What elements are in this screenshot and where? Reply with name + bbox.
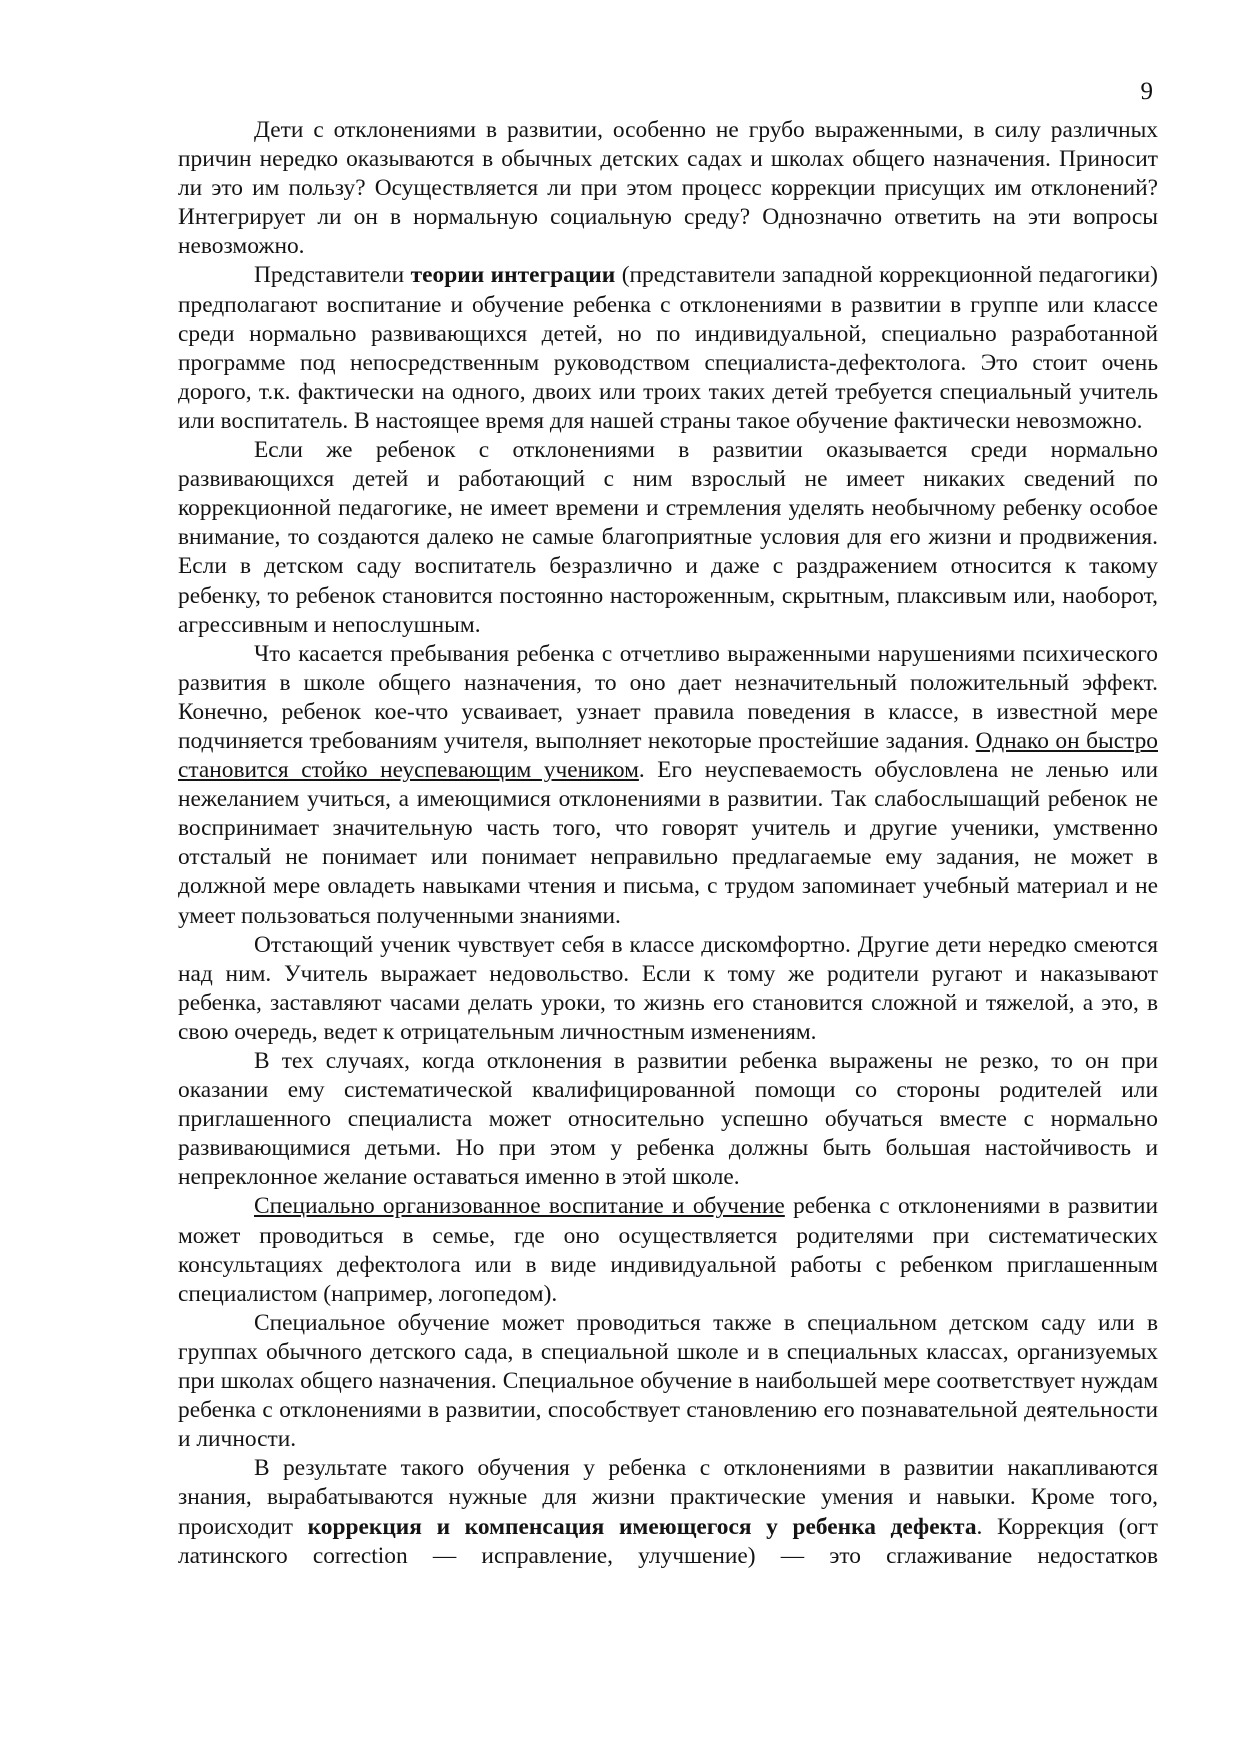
- paragraph-7-text: ребенка с отклонениями в развитии может проводиться в семье, где оно осуществляется родителями при систематических консультациях дефектолога или в виде индивидуальной работы с ребенком приглашенным специалистом (например, логопедом).: [178, 1193, 1158, 1307]
- paragraph-8-text: Специальное обучение может проводиться также в специальном детском саду или в группах обычного детского сада, в специальной школе и в специальных классах, организуемых при школах общего назначения. Специальное обучение в наибольшей мере соответствует нуждам ребенка с отклонениями в развитии, способствует становлению его познавательной деятельности и личности.: [178, 1309, 1158, 1453]
- paragraph-4: [178, 640, 1158, 931]
- paragraph-5-text: Отстающий ученик чувствует себя в классе дискомфортно. Другие дети нередко смеются над ним. Учитель выражает недовольство. Если к тому же родители ругают и наказывают ребенка, заставляют часами делать уроки, то жизнь его становится сложной и тяжелой, а это, в свою очередь, ведет к отрицательным личностным изменениям.: [178, 931, 1158, 1045]
- paragraph-9-text-start: В результате такого обучения у ребенка с отклонениями в развитии накапливаются знания, вырабатываются нужные для жизни практические умения и навыки. Кроме того, происходит: [178, 1455, 1158, 1540]
- paragraph-8: [178, 1309, 1158, 1454]
- paragraph-4-text-start: Что касается пребывания ребенка с отчетливо выраженными нарушениями психического развития в школе общего назначения, то оно дает незначительный положительный эффект. Конечно, ребенок кое-что усваивает, узнает правила поведения в классе, в известной мере подчиняется требованиям учителя, выполняет некоторые простейшие задания.: [178, 640, 1158, 754]
- paragraph-1-text: Дети с отклонениями в развитии, особенно не грубо выраженными, в силу различных причин нередко оказываются в обычных детских садах и школах общего назначения. Приносит ли это им пользу? Осуществляется ли при этом процесс коррекции присущих им отклонений? Интегрирует ли он в нормальную социальную среду? Однозначно ответить на эти вопросы невозможно.: [178, 117, 1158, 260]
- paragraph-7: [178, 1192, 1158, 1308]
- paragraph-1: [178, 116, 1158, 261]
- paragraph-6: [178, 1047, 1158, 1192]
- underlined-phrase-underachieving: Однако он быстро становится стойко неуспевающим учеником: [178, 727, 1158, 784]
- paragraph-5: [178, 931, 1158, 1047]
- paragraph-2-text-end: (представители западной коррекционной педагогики) предполагают воспитание и обучение ребенка с отклонениями в развитии в группе или классе среди нормально развивающихся детей, но по индивидуальной, специально разработанной программе под непосредственным руководством специалиста-дефектолога. Это стоит очень дорого, т.к. фактически на одного, двоих или троих таких детей требуется специальный учитель или воспитатель. В настоящее время для нашей страны такое обучение фактически невозможно.: [178, 262, 1158, 434]
- page-number: 9: [1140, 78, 1153, 105]
- paragraph-2: [178, 261, 1158, 436]
- paragraph-3-text: Если же ребенок с отклонениями в развитии оказывается среди нормально развивающихся детей и работающий с ним взрослый не имеет никаких сведений по коррекционной педагогике, не имеет времени и стремления уделять необычному ребенку особое внимание, то создаются далеко не самые благоприятные условия для его жизни и продвижения. Если в детском саду воспитатель безразлично и даже с раздражением относится к такому ребенку, то ребенок становится постоянно настороженным, скрытным, плаксивым или, наоборот, агрессивным и непослушным.: [178, 437, 1158, 638]
- paragraph-4-text-end: . Его неуспеваемость обусловлена не ленью или нежеланием учиться, а имеющимися отклонениями в развитии. Так слабослышащий ребенок не воспринимает значительную часть того, что говорят учитель и другие ученики, умственно отсталый не понимает или понимает неправильно предлагаемые ему задания, не может в должной мере овладеть навыками чтения и письма, с трудом запоминает учебный материал и не умеет пользоваться полученными знаниями.: [178, 757, 1159, 929]
- paragraph-9: [178, 1454, 1158, 1570]
- term-correction-compensation: коррекция и компенсация имеющегося у ребенка дефекта: [307, 1513, 977, 1540]
- underlined-phrase-special-education: Специально организованное воспитание и обучение: [254, 1193, 785, 1220]
- paragraph-9-text-end: . Коррекция (огт латинского correction — исправление, улучшение) — это сглаживание недостатков: [178, 1513, 1158, 1569]
- term-integration-theory: теории интеграции: [410, 262, 616, 289]
- document-body: [178, 116, 1158, 1571]
- paragraph-2-text-start: Представители: [254, 262, 411, 289]
- paragraph-6-text: В тех случаях, когда отклонения в развитии ребенка выражены не резко, то он при оказании ему систематической квалифицированной помощи со стороны родителей или приглашенного специалиста может относительно успешно обучаться вместе с нормально развивающимися детьми. Но при этом у ребенка должны быть большая настойчивость и непреклонное желание оставаться именно в этой школе.: [178, 1048, 1158, 1191]
- paragraph-3: [178, 436, 1158, 640]
